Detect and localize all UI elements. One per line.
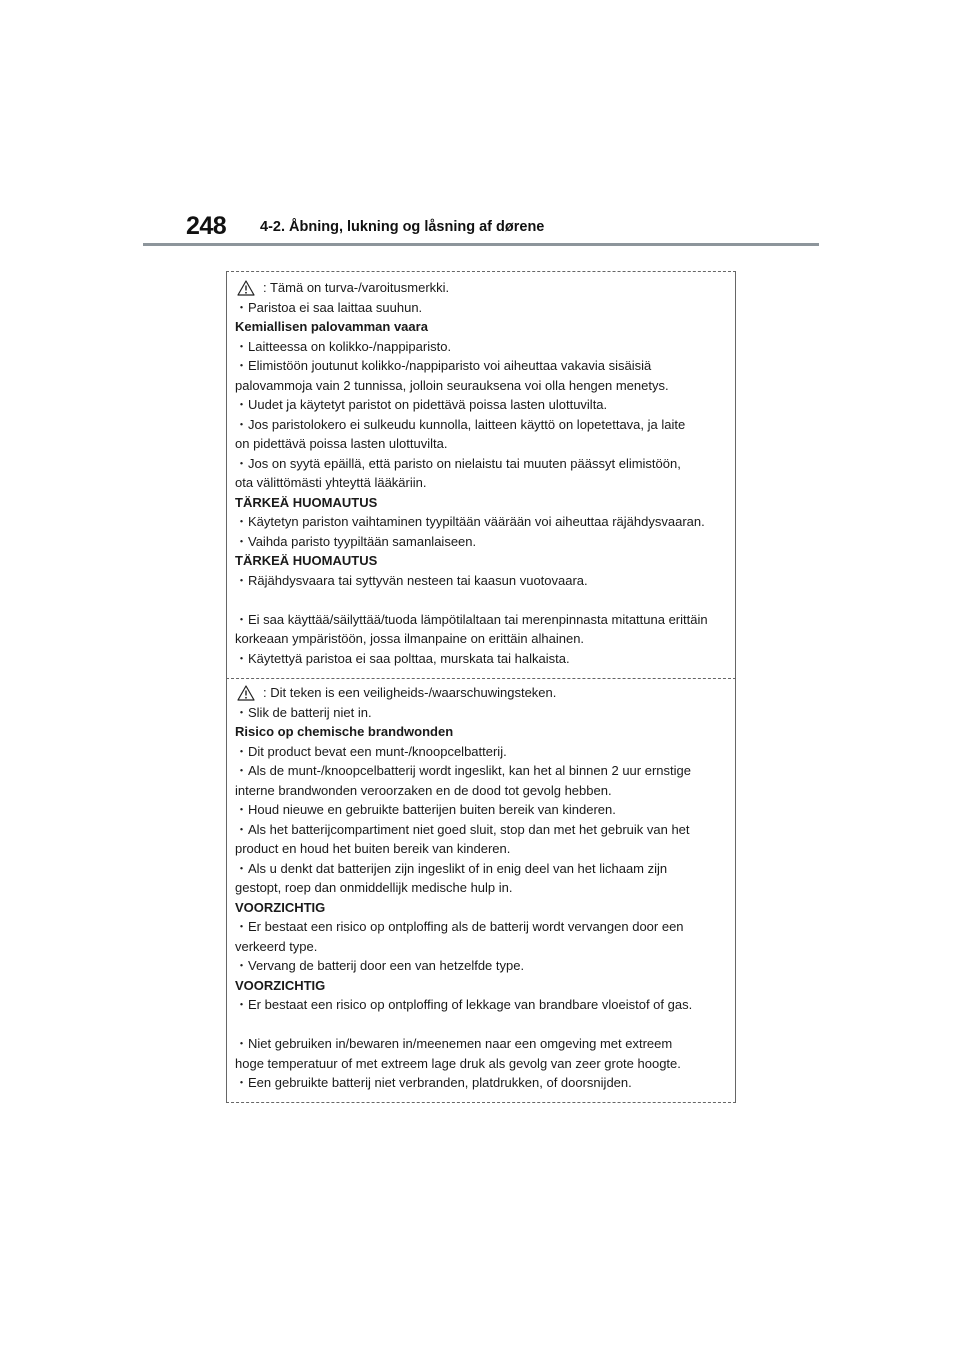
text-line: palovammoja vain 2 tunnissa, jolloin seurauksena voi olla hengen menetys. bbox=[235, 377, 669, 393]
text-line: ・Als de munt-/knoopcelbatterij wordt ingeslikt, kan het al binnen 2 uur ernstige bbox=[235, 763, 691, 778]
text-line: ・Er bestaat een risico op ontploffing of lekkage van brandbare vloeistof of gas. bbox=[235, 997, 693, 1012]
text-line: ・Houd nieuwe en gebruikte batterijen buiten bereik van kinderen. bbox=[235, 802, 616, 817]
subheading: TÄRKEÄ HUOMAUTUS bbox=[235, 553, 378, 568]
subheading: Risico op chemische brandwonden bbox=[235, 724, 454, 739]
warning-triangle-icon bbox=[237, 685, 255, 701]
dutch-warning-text: : Dit teken is een veiligheids-/waarschuwingsteken. bbox=[263, 685, 557, 700]
text-line: ・Paristoa ei saa laittaa suuhun. bbox=[235, 299, 423, 315]
text-line: ・Jos on syytä epäillä, että paristo on nielaistu tai muuten päässyt elimistöön, bbox=[235, 455, 681, 471]
subheading: VOORZICHTIG bbox=[235, 977, 326, 993]
page-number: 248 bbox=[186, 212, 227, 240]
text-line: product en houd het buiten bereik van kinderen. bbox=[235, 841, 511, 856]
text-line: interne brandwonden veroorzaken en de dood tot gevolg hebben. bbox=[235, 782, 612, 798]
text-line: ・Slik de batterij niet in. bbox=[235, 704, 372, 720]
text-line: ota välittömästi yhteyttä lääkäriin. bbox=[235, 475, 427, 490]
text-line: ・Als u denkt dat batterijen zijn ingeslikt of in enig deel van het lichaam zijn bbox=[235, 860, 668, 876]
text-line: hoge temperatuur of met extreem lage druk als gevolg van zeer grote hoogte. bbox=[235, 1055, 681, 1071]
dutch-warning-heading bbox=[235, 683, 731, 703]
dutch-warning-box bbox=[226, 677, 736, 1103]
text-line: ・Er bestaat een risico op ontploffing als de batterij wordt vervangen door een bbox=[235, 919, 684, 934]
text-line: ・Ei saa käyttää/säilyttää/tuoda lämpötilaltaan tai merenpinnasta mitattuna erittäin bbox=[235, 611, 708, 627]
header-divider bbox=[143, 243, 819, 246]
text-line: ・Vaihda paristo tyypiltään samanlaiseen. bbox=[235, 533, 477, 549]
text-line: ・Een gebruikte batterij niet verbranden, platdrukken, of doorsnijden. bbox=[235, 1075, 632, 1090]
text-line: ・Niet gebruiken in/bewaren in/meenemen naar een omgeving met extreem bbox=[235, 1036, 673, 1051]
text-line: ・Dit product bevat een munt-/knoopcelbatterij. bbox=[235, 743, 507, 759]
warning-triangle-icon bbox=[237, 280, 255, 296]
subheading: TÄRKEÄ HUOMAUTUS bbox=[235, 494, 378, 510]
finnish-warning-heading bbox=[235, 278, 731, 298]
text-line: ・Laitteessa on kolikko-/nappiparisto. bbox=[235, 338, 452, 354]
text-line: korkeaan ympäristöön, jossa ilmanpaine on erittäin alhainen. bbox=[235, 631, 585, 646]
text-line: verkeerd type. bbox=[235, 938, 318, 954]
spacer bbox=[235, 590, 731, 610]
text-line: ・Uudet ja käytetyt paristot on pidettävä poissa lasten ulottuvilta. bbox=[235, 397, 608, 412]
spacer bbox=[235, 1015, 731, 1035]
section-title: 4-2. Åbning, lukning og låsning af dørene bbox=[260, 219, 545, 235]
text-line: gestopt, roep dan onmiddellijk medische hulp in. bbox=[235, 880, 513, 895]
finnish-warning-box bbox=[226, 271, 736, 679]
text-line: ・Käytettyä paristoa ei saa polttaa, murskata tai halkaista. bbox=[235, 650, 570, 666]
text-line: ・Jos paristolokero ei sulkeudu kunnolla, laitteen käyttö on lopetettava, ja laite bbox=[235, 416, 686, 432]
text-line: ・Elimistöön joutunut kolikko-/nappiparisto voi aiheuttaa vakavia sisäisiä bbox=[235, 358, 652, 373]
text-line: ・Vervang de batterij door een van hetzelfde type. bbox=[235, 958, 525, 973]
text-line: on pidettävä poissa lasten ulottuvilta. bbox=[235, 436, 448, 451]
text-line: ・Käytetyn pariston vaihtaminen tyypiltään väärään voi aiheuttaa räjähdysvaaran. bbox=[235, 514, 705, 529]
subheading: Kemiallisen palovamman vaara bbox=[235, 319, 428, 334]
text-line: ・Räjähdysvaara tai syttyvän nesteen tai kaasun vuotovaara. bbox=[235, 572, 588, 588]
subheading: VOORZICHTIG bbox=[235, 899, 326, 915]
finnish-warning-text: : Tämä on turva-/varoitusmerkki. bbox=[263, 280, 450, 295]
text-line: ・Als het batterijcompartiment niet goed sluit, stop dan met het gebruik van het bbox=[235, 821, 690, 837]
